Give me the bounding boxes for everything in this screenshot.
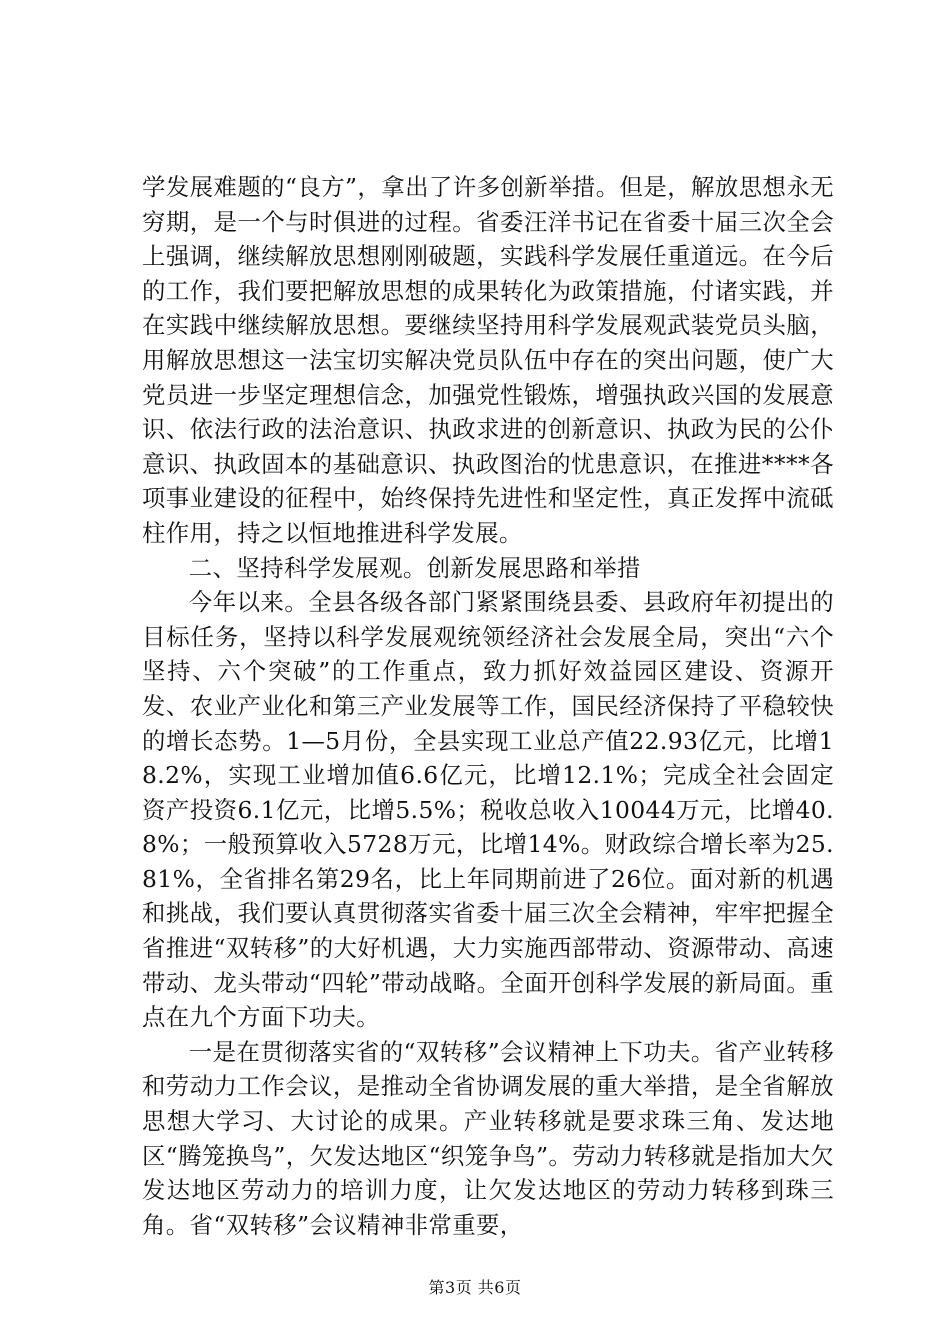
paragraph-economic-summary: 今年以来。全县各级各部门紧紧围绕县委、县政府年初提出的目标任务，坚持以科学发展观统领经济社会发展全局，突出“六个坚持、六个突破”的工作重点，致力抓好效益园区建设、资源开发、农业产业化和第三产业发展等工作，国民经济保持了平稳较快的增长态势。1—5月份，全县实现工业总产值22.93亿元，比增18.2%，实现工业增加值6.6亿元，比增12.1%；完成全社会固定资产投资6.1亿元，比增5.5%；税收总收入10044万元，比增40.8%；一般预算收入5728万元，比增14%。财政综合增长率为25.81%，全省排名第29名，比上年同期前进了26位。面对新的机遇和挑战，我们要认真贯彻落实省委十届三次全会精神，牢牢把握全省推进“双转移”的大好机遇，大力实施西部带动、资源带动、高速带动、龙头带动“四轮”带动战略。全面开创科学发展的新局面。重点在九个方面下功夫。 (142, 588, 834, 1032)
section-heading: 二、坚持科学发展观。创新发展思路和举措 (188, 553, 641, 582)
paragraph-dual-transfer: 一是在贯彻落实省的“双转移”会议精神上下功夫。省产业转移和劳动力工作会议，是推动全省协调发展的重大举措，是全省解放思想大学习、大讨论的成果。产业转移就是要求珠三角、发达地区“腾笼换鸟”，欠发达地区“织笼争鸟”。劳动力转移就是指加大欠发达地区劳动力的培训力度，让欠发达地区的劳动力转移到珠三角。省“双转移”会议精神非常重要， (142, 1037, 834, 1239)
document-body (142, 170, 834, 1242)
paragraph-continuation: 学发展难题的“良方”，拿出了许多创新举措。但是，解放思想永无穷期，是一个与时俱进的过程。省委汪洋书记在省委十届三次全会上强调，继续解放思想刚刚破题，实践科学发展任重道远。在今后的工作，我们要把解放思想的成果转化为政策措施，付诸实践，并在实践中继续解放思想。要继续坚持用科学发展观武装党员头脑，用解放思想这一法宝切实解决党员队伍中存在的突出问题，使广大党员进一步坚定理想信念，加强党性锻炼，增强执政兴国的发展意识、依法行政的法治意识、执政求进的创新意识、执政为民的公仆意识、执政固本的基础意识、执政图治的忧患意识，在推进****各项事业建设的征程中，始终保持先进性和坚定性，真正发挥中流砥柱作用，持之以恒地推进科学发展。 (142, 173, 834, 547)
page-footer: 第3页 共6页 (428, 1278, 522, 1297)
